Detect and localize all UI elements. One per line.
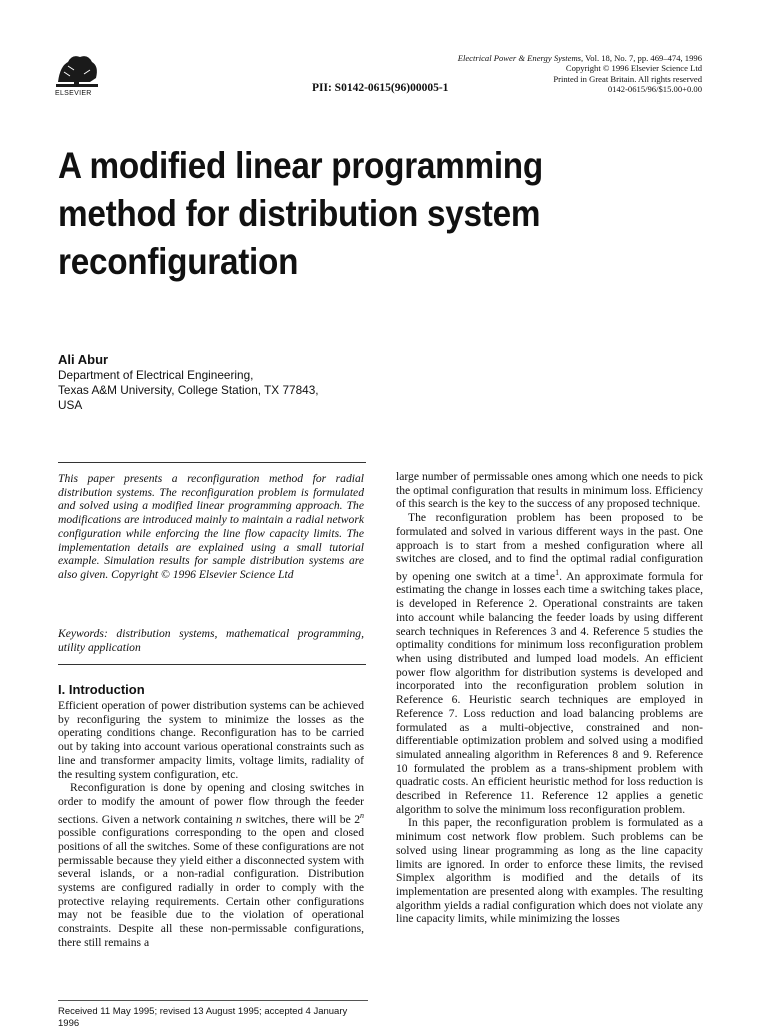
publisher-label: ELSEVIER — [55, 90, 92, 97]
pii-identifier: PII: S0142-0615(96)00005-1 — [312, 82, 449, 94]
author-affiliation — [58, 368, 319, 414]
footnote-rule — [58, 1000, 368, 1001]
intro-text-segment: possible configurations corresponding to the open and closed positions of all the switches. Some of these configurations are not permissable because they yield either a disconnected system with several islands, or a non-radial configuration. Distribution systems are configured radially in order to comply with the protective relaying requirements. Certain other configurations may not be feasible due to the violation of operational constraints. Despite all these non-permissable configurations, there still remains a — [58, 826, 364, 949]
affiliation-line: Texas A&M University, College Station, TX 77843, — [58, 383, 319, 398]
received-dates: Received 11 May 1995; revised 13 August 1995; accepted 4 January 1996 — [58, 1006, 348, 1029]
journal-ref: , Vol. 18, No. 7, pp. 469–474, 1996 — [581, 53, 702, 63]
intro-italic-n: n — [236, 812, 242, 826]
abstract-text: This paper presents a reconfiguration method for radial distribution systems. The reconfiguration problem is formulated and solved using a modified linear programming approach. The modifications are introduced mainly to maintain a radial network configuration while enforcing the line flow capacity limits. The implementation details are explained using a small tutorial example. Simulation results for sample distribution systems are also given. Copyright © 1996 Elsevier Science Ltd — [58, 472, 364, 581]
intro-superscript: n — [360, 810, 364, 820]
copyright-line: Copyright © 1996 Elsevier Science Ltd — [565, 63, 702, 74]
elsevier-tree-logo — [54, 52, 100, 90]
body-text-segment: . An approximate formula for estimating the change in losses each time a switching takes place, is developed in Reference 2. Operational constraints are taken into account while balancing the feeder loads by using different search techniques in References 3 and 4. Reference 5 studies the optimality conditions for minimum loss reconfiguration problem when using distributed and lumped load models. An efficient power flow algorithm for distribution systems is developed and incorporated into the reconfiguration problem solution in Reference 6. Heuristic search techniques are employed in Reference 7. Loss reduction and load balancing problems are formulated as a multi-objective, constrained and non-differentiable optimization problem and solved using a modified simulated annealing algorithm in References 8 and 9. Reference 10 formulated the problem as a trans-shipment problem with quadratic costs. An efficient heuristic method for loss reduction is described in Reference 11. Reference 12 applies a genetic algorithm to solve the minimum loss reconfiguration problem. — [396, 569, 704, 816]
intro-paragraph: Efficient operation of power distribution systems can be achieved by reconfiguring the system to minimize the losses as the operating conditions change. Reconfiguration has to be carried out by taking into account various operational constraints such as line and transformer ampacity limits, voltage limits, radiality of the resulting system configuration, etc. — [58, 699, 364, 781]
abstract-bottom-rule — [58, 664, 366, 665]
section-heading: I. Introduction — [58, 682, 145, 697]
keywords — [58, 627, 364, 654]
body-text-segment: The reconfiguration problem has been proposed to be formulated and solved in various different ways in the past. One approach is to start from a meshed configuration where all switches are closed, and to find the optimal radial configuration by opening one switch at a time — [396, 511, 703, 583]
author-name: Ali Abur — [58, 352, 109, 367]
body-paragraph: In this paper, the reconfiguration problem is formulated as a minimum cost network flow problem. Such problems can be solved using linear programming as long as the line capacity limits are ignored. In order to enforce these limits, the revised Simplex algorithm is modified and the details of its implementation are presented along with examples. The resulting algorithm yields a radial configuration which does not violate any line capacity limits, while minimizing the losses — [396, 816, 703, 926]
body-paragraph — [396, 511, 703, 816]
journal-info — [458, 53, 702, 95]
intro-text-segment: switches, there will be 2 — [241, 812, 360, 826]
intro-text-segment: Reconfiguration is done by opening and closing switches in order to modify the amount of power flow through the feeder sections. Given a network containing — [58, 781, 364, 826]
journal-citation — [458, 53, 702, 63]
affiliation-line: Department of Electrical Engineering, — [58, 368, 254, 382]
introduction-text — [58, 699, 364, 950]
printed-line: Printed in Great Britain. All rights reserved — [553, 73, 702, 84]
body-paragraph: large number of permissable ones among which one needs to pick the optimal configuration that results in minimum loss. Efficiency of this search is the key to the success of any proposed technique. — [396, 470, 703, 511]
abstract — [58, 472, 364, 582]
reference-superscript: 1 — [555, 567, 560, 577]
affiliation-line: USA — [58, 398, 83, 413]
intro-paragraph — [58, 781, 364, 949]
paper-title: A modified linear programming method for distribution system reconfiguration — [58, 145, 543, 282]
price-line: 0142-0615/96/$15.00+0.00 — [607, 84, 702, 95]
right-column-text — [396, 470, 703, 926]
abstract-top-rule — [58, 462, 366, 463]
keywords-text: distribution systems, mathematical programming, utility application — [58, 627, 364, 654]
keywords-label: Keywords: — [58, 627, 108, 640]
journal-name: Electrical Power & Energy Systems — [457, 53, 582, 63]
